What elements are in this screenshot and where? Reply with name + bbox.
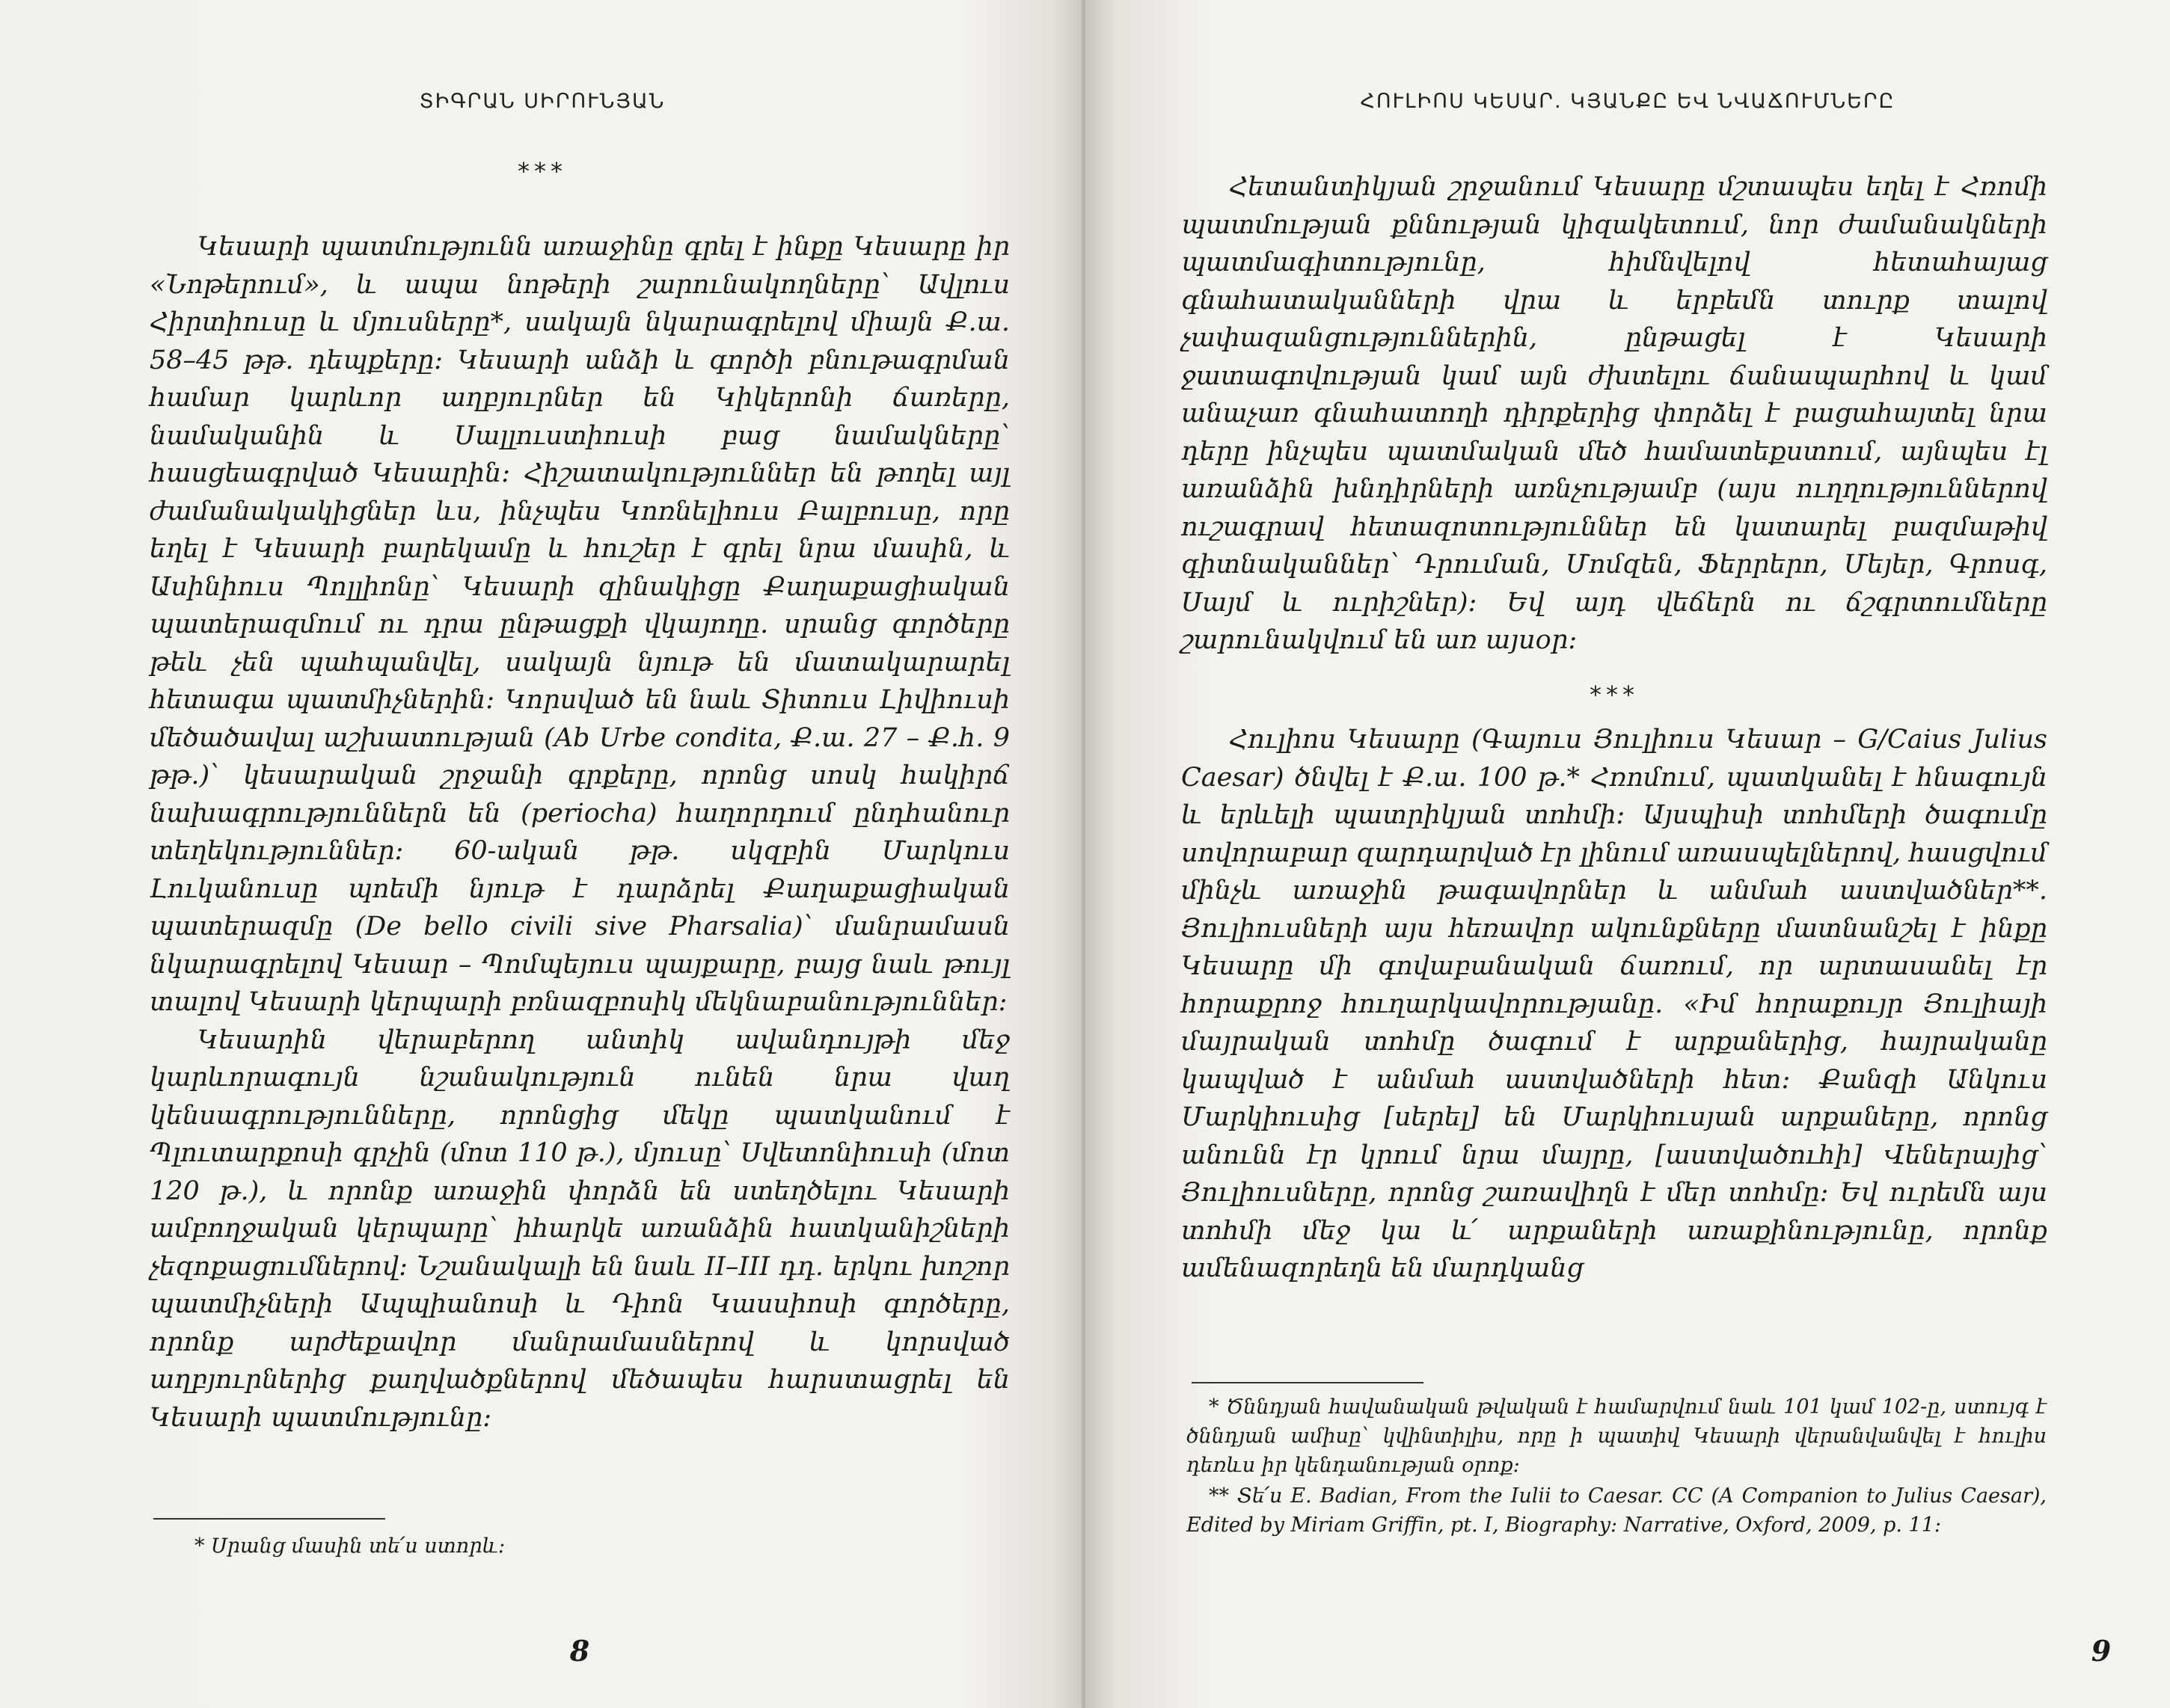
section-separator-right: *** bbox=[1590, 680, 1639, 709]
paragraph: Կեսարին վերաբերող անտիկ ավանդույթի մեջ կարևորագույն նշանակություն ունեն նրա վաղ կենսագրությունները, որոնցից մեկը պատկանում է Պլուտարքոսի գրչին (մոտ 110 թ.), մյուսը՝ Սվետոնիուսի (մոտ 120 թ.), և որոնք առաջին փորձն են ստեղծելու Կեսարի ամբողջական կերպարը՝ իհարկե առանձին հատկանիշների չեզոքացումներով: Նշանակալի են նաև II–III դդ. երկու խոշոր պատմիչների Ապպիանոսի և Դիոն Կասսիոսի գործերը, որոնք արժեքավոր մանրամասներով և կորսված աղբյուրներից քաղվածքներով մեծապես հարստացրել են Կեսարի պատմությունը: bbox=[150, 1025, 1010, 1433]
paragraph: Հուլիոս Կեսարը (Գայուս Յուլիուս Կեսար – G/Caius Julius Caesar) ծնվել է Ք.ա. 100 թ.* Հռոմում, պատկանել է հնագույն և երևելի պատրիկյան տոհմի: Այսպիսի տոհմերի ծագումը սովորաբար զարդարված էր լինում առասպելներով, հասցվում մինչև առաջին թագավորներ և անմահ աստվածներ**. Յուլիուսների այս հեռավոր ակունքները մատնանշել է ինքը Կեսարը մի գովաբանական ճառում, որ արտասանել էր հորաքրոջ հուղարկավորությանը. «Իմ հորաքույր Յուլիայի մայրական տոհմը ծագում է արքաներից, հայրականը կապված է անմահ աստվածների հետ: Քանզի Անկուս Մարկիուսից [սերել] են Մարկիուսյան արքաները, որոնց անունն էր կրում նրա մայրը, [աստվածուհի] Վեներայից՝ Յուլիուսները, որոնց շառավիղն է մեր տոհմը: Եվ ուրեմն այս տոհմի մեջ կա և՛ արքաների առաքինությունը, որոնք ամենազորեղն են մարդկանց bbox=[1181, 725, 2047, 1283]
page-number-left: 8 bbox=[569, 1634, 590, 1668]
section-separator-left: *** bbox=[518, 157, 567, 185]
left-body-text bbox=[150, 228, 1010, 1437]
footnotes-left bbox=[172, 1532, 546, 1562]
paragraph: Հետանտիկյան շրջանում Կեսարը մշտապես եղել է Հռոմի պատմության քննության կիզակետում, նոր ժամանակների պատմագիտությունը, հիմնվելով հետահայաց գնահատականների վրա և երբեմն տուրք տալով չափազանցություններին, ընթացել է Կեսարի ջատագովության կամ այն ժխտելու ճանապարհով և կամ անաչառ գնահատողի դիրքերից փորձել է բացահայտել նրա դերը ինչպես պատմական մեծ համատեքստում, այնպես էլ առանձին խնդիրների առնչությամբ (այս ուղղություններով ուշագրավ հետազոտություններ են կատարել բազմաթիվ գիտնականներ՝ Դրուման, Մոմզեն, Ֆերրերո, Մեյեր, Գրոսգ, Սայմ և ուրիշներ): Եվ այդ վեճերն ու ճշգրտումները շարունակվում են առ այսօր: bbox=[1181, 172, 2047, 655]
footnotes-right bbox=[1186, 1392, 2047, 1541]
right-page bbox=[1085, 0, 2170, 1708]
footnote: * Սրանց մասին տե՛ս ստորև: bbox=[194, 1535, 506, 1558]
footnote: ** Տե՛ս E. Badian, From the Iulii to Caesar. CC (A Companion to Julius Caesar), Edited by Miriam Griffin, pt. I, Biography: Narrative, Oxford, 2009, p. 11: bbox=[1186, 1484, 2047, 1537]
running-header-right: ՀՈՒԼԻՈՍ ԿԵՍԱՐ. ԿՅԱՆՔԸ ԵՎ ՆՎԱՃՈՒՄՆԵՐԸ bbox=[1360, 90, 1895, 113]
footnote-rule-left bbox=[153, 1518, 385, 1520]
footnote: * Ծննդյան հավանական թվական է համարվում նաև 101 կամ 102-ը, ստույգ է ծննդյան ամիսը՝ կվինտիլիս, որը ի պատիվ Կեսարի վերանվանվել է հուլիս դեռևս իր կենդանության օրոք: bbox=[1186, 1395, 2047, 1477]
page-number-right: 9 bbox=[2091, 1634, 2112, 1668]
paragraph: Կեսարի պատմությունն առաջինը գրել է ինքը Կեսարը իր «Նոթերում», և ապա նոթերի շարունակողները՝ Ավլուս Հիրտիուսը և մյուսները*, սակայն նկարագրելով միայն Ք.ա. 58–45 թթ. դեպքերը: Կեսարի անձի և գործի բնութագրման համար կարևոր աղբյուրներ են Կիկերոնի ճառերը, նամականին և Սալլուստիուսի բաց նամակները՝ հասցեագրված Կեսարին: Հիշատակություններ են թողել այլ ժամանակակիցներ ևս, ինչպես Կոռնելիուս Բալբուսը, որը եղել է Կեսարի բարեկամը և հուշեր է գրել նրա մասին, և Ասինիուս Պոլլիոնը՝ Կեսարի զինակիցը Քաղաքացիական պատերազմում ու դրա ընթացքի վկայողը. սրանց գործերը թեև չեն պահպանվել, սակայն նյութ են մատակարարել հետագա պատմիչներին: Կորսված են նաև Տիտուս Լիվիուսի մեծածավալ աշխատության (Ab Urbe condita, Ք.ա. 27 – Ք.հ. 9 թթ.)՝ կեսարական շրջանի գրքերը, որոնց սոսկ հակիրճ նախագրություններն են (periocha) հաղորդում ընդհանուր տեղեկություններ: 60-ական թթ. սկզբին Մարկուս Լուկանուսը պոեմի նյութ է դարձրել Քաղաքացիական պատերազմը (De bello civili sive Pharsalia)՝ մանրամասն նկարագրելով Կեսար – Պոմպեյուս պայքարը, բայց նաև թույլ տալով Կեսարի կերպարի բռնազբոսիկ մեկնաբանություններ: bbox=[150, 232, 1010, 1017]
footnote-rule-right bbox=[1192, 1382, 1423, 1383]
running-header-left: ՏԻԳՐԱՆ ՍԻՐՈՒՆՅԱՆ bbox=[419, 90, 666, 113]
right-body-text bbox=[1181, 168, 2047, 1288]
